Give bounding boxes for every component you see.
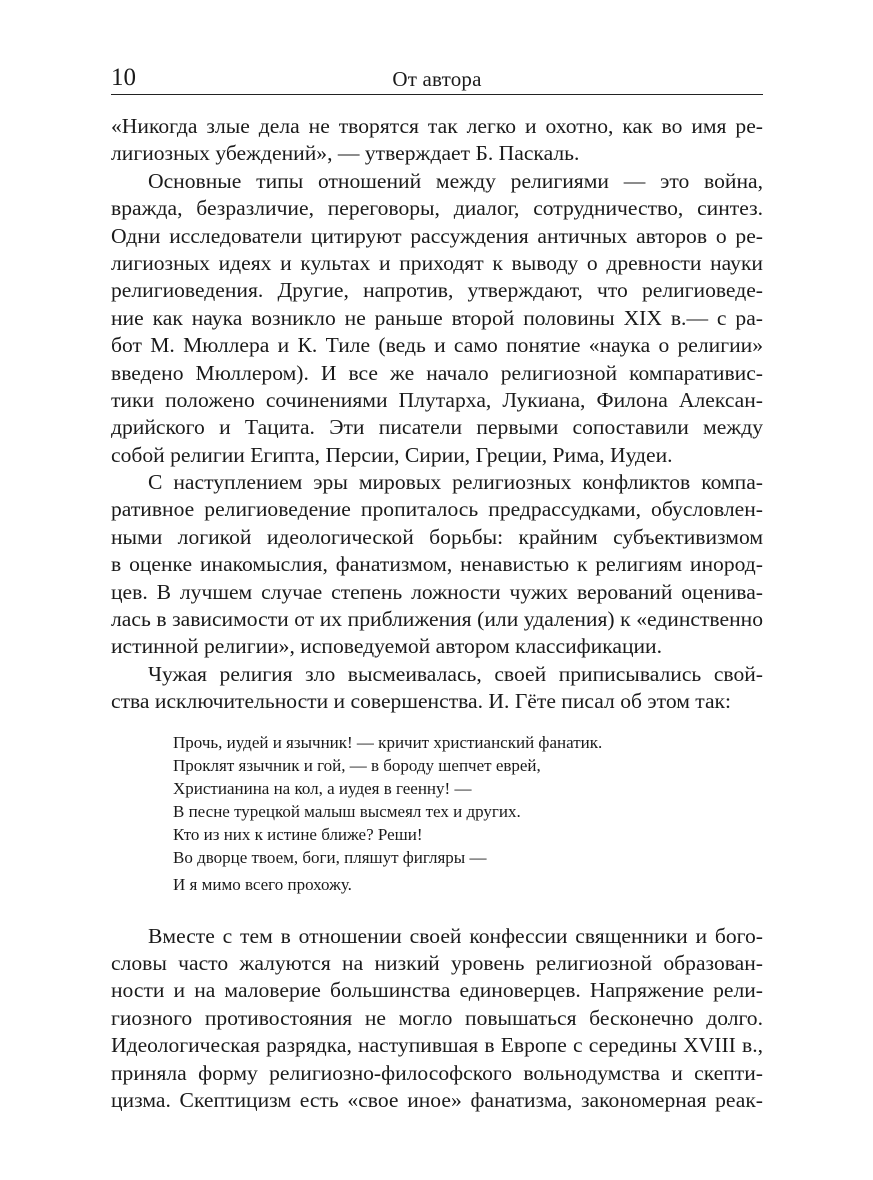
poem-verse: Христианина на кол, а иудея в геенну! —	[173, 778, 472, 798]
text-line: С наступлением эры мировых религиозных конфликтов компа-	[148, 470, 763, 495]
poem-verse: В песне турецкой малыш высмеял тех и других.	[173, 801, 521, 821]
text-line: лась в зависимости от их приближения (или удаления) к «единственно	[111, 607, 763, 632]
text-line: дрийского и Тацита. Эти писатели первыми сопоставили между	[111, 415, 763, 440]
text-line: цизма. Скептицизм есть «свое иное» фанатизма, закономерная реак-	[111, 1087, 763, 1112]
text-line: ративное религиоведение пропиталось предрассудками, обусловлен-	[111, 497, 763, 522]
text-line: ными логикой идеологической борьбы: крайним субъективизмом	[111, 524, 763, 549]
text-line: цев. В лучшем случае степень ложности чужих верований оценива-	[111, 579, 763, 604]
text-line: Одни исследователи цитируют рассуждения античных авторов о ре-	[111, 223, 763, 248]
text-line: Чужая религия зло высмеивалась, своей приписывались свой-	[148, 661, 763, 686]
text-line: бот М. Мюллера и К. Тиле (ведь и само понятие «наука о религии»	[111, 333, 763, 358]
text-line: Основные типы отношений между религиями — это война,	[148, 168, 763, 193]
goethe-poem	[173, 731, 763, 896]
text-line: гиозного противостояния не могло повышаться бесконечно долго.	[111, 1005, 763, 1030]
poem-verse: Прочь, иудей и язычник! — кричит христианский фанатик.	[173, 732, 603, 752]
paragraph-relation-types	[111, 168, 763, 469]
text-line: истинной религии», исповедуемой автором классификации.	[111, 634, 663, 659]
text-line: введено Мюллером). И все же начало религиозной компаративис-	[111, 360, 763, 385]
paragraph-skepticism	[111, 923, 763, 1115]
text-line: Вместе с тем в отношении своей конфессии священники и бого-	[148, 923, 763, 948]
text-line: словы часто жалуются на низкий уровень религиозной образован-	[111, 950, 763, 975]
text-line: приняла форму религиозно-философского вольнодумства и скепти-	[111, 1060, 763, 1085]
text-line: вражда, безразличие, переговоры, диалог, сотрудничество, синтез.	[111, 196, 763, 221]
text-line: Идеологическая разрядка, наступившая в Европе с середины XVIII в.,	[111, 1033, 763, 1058]
paragraph-conflicts	[111, 469, 763, 661]
text-line: ства исключительности и совершенства. И. Гёте писал об этом так:	[111, 689, 732, 714]
body-text	[111, 113, 763, 1114]
page-number: 10	[111, 64, 136, 91]
poem-verse: Проклят язычник и гой, — в бороду шепчет еврей,	[173, 755, 541, 775]
text-line: в оценке инакомыслия, фанатизмом, ненавистью к религиям инород-	[111, 552, 763, 577]
text-line: «Никогда злые дела не творятся так легко и охотно, как во имя ре-	[111, 114, 763, 138]
text-line: ние как наука возникло не раньше второй половины XIX в.— с ра-	[111, 305, 763, 330]
paragraph-quote-pascal	[111, 113, 763, 168]
text-line: собой религии Египта, Персии, Сирии, Греции, Рима, Иудеи.	[111, 442, 673, 467]
text-line: лигиозных убеждений», — утверждает Б. Паскаль.	[111, 141, 580, 166]
text-line: религиоведения. Другие, напротив, утверждают, что религиоведе-	[111, 278, 763, 303]
poem-verse: И я мимо всего прохожу.	[173, 874, 352, 894]
text-line: ности и на маловерие большинства единоверцев. Напряжение рели-	[111, 978, 763, 1003]
text-line: лигиозных идеях и культах и приходят к выводу о древности науки	[111, 250, 763, 275]
page-header	[111, 62, 763, 95]
text-line: тики положено сочинениями Плутарха, Лукиана, Филона Алексан-	[111, 387, 763, 412]
poem-verse: Кто из них к истине ближе? Реши!	[173, 824, 423, 844]
paragraph-goethe-intro	[111, 661, 763, 716]
running-title: От автора	[392, 67, 482, 91]
poem-verse: Во дворце твоем, боги, пляшут фигляры —	[173, 847, 487, 867]
